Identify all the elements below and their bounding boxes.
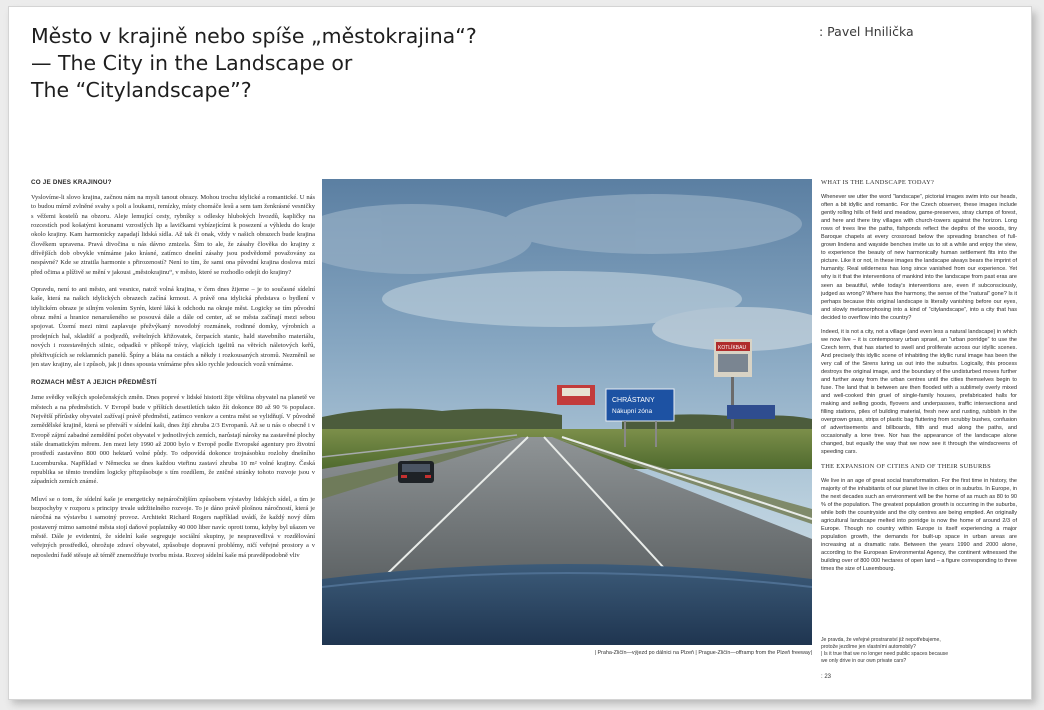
- photo-caption: | Praha-Zličín—výjezd po dálnici na Plzeň | Prague-Zličín—offramp from the Plzeň freeway|: [594, 650, 812, 656]
- magazine-page: [8, 6, 1032, 700]
- paragraph: Jsme svědky velkých společenských změn. Dnes poprvé v lidské historii žije většina obyvatel na planetě ve městech a na předměstích. V Evropě bude v příštích desetiletích takto žít dokonce 80 až 90 % populace. Největší přírůstky obyvatel zažívají právě předměstí, zatímco venkov a centra měst se vylidňují. V původně zemědělské krajině, která se přetváří v sídelní kaši, dnes žijí zhruba 2/3 Evropanů. Až se u nás o obecně i v Evropě zájmí zabadné zemědění počet obyvatel v jednotlivých zemích, narůstají nároky na zastavěné plochy stále dramatickým měrem. Jen mezi lety 1990 až 2000 bylo v Evropě podle Evropské agentury pro životní prostředí zastavěno 800 000 hektarů volné půdy. To odpovídá dokonce trojnásobku rozlohy dnešního Lucemburska. Například v Německu se dnes každou vteřinu zastaví zhruba 10 m² volné krajiny. Česká republika se těmto trendům logicky přizpůsobuje s tím rozdílem, že zničné stránky tohoto rozvoje jsou v západních zemích známé.: [31, 394, 315, 486]
- title-line-3: The “Citylandscape”?: [31, 78, 252, 102]
- side-caption-line: we only drive in our own private cars?: [821, 658, 907, 664]
- article-title: [31, 23, 591, 104]
- sign-line-2: Nákupní zóna: [612, 408, 653, 415]
- page-number: : 23: [821, 674, 832, 680]
- sign-line-1: CHRÁSTANY: [612, 397, 655, 404]
- side-caption-line: Je pravda, že veřejné prostranství již nepotřebujeme,: [821, 637, 941, 643]
- paragraph: Opravdu, není to ani město, ani vesnice, natož volná krajina, v čem dnes žijeme – je to současné sídelní kaše, která na našich idylických obrazech začíná krmout. A právě ona idylická představa o bydlení v idylickém obraze je silným volením Syrén, které láká k odchodu na okraje měst. Logicky se tím původní obraz mění a hranice nenarušeného se posouvá dále a dále od center, až se města začínají mezi sebou spojovat. Území mezi nimi zaplavuje přežvýkaný novodobý rozmánek, rodinné domky, výrobních a prodejních hal, skladišť a podjezdů, světelných křižovatek, čerpacích stanic, hald stavebního materiálu, nových i rozestavěných silnic, odpadků v příkopě trávy, vlajících igelitů na větvích náletových keřů, překřivujících se reklamních panelů. Špíny a bláta na cestách a někdy i rozkousaných stromů. Nezměníl se jen stav krajiny, ale i způsob, jak ji dnes spousta vnímáme přes sklo rychle jedoucích vozů vnímáme.: [31, 286, 315, 368]
- billboard-text: KOTLÍKBAU: [718, 345, 747, 351]
- paragraph: Vyslovíme-li slovo krajina, začnou nám na mysli tanout obrazy. Mohou trochu idylické a romantické. U nás to budou mírně zvlněné svahy s poli a loukami, remízky, místy chomáče lesů a sem tam ženkrásné vesničky s věžemi kostelů na obzoru. Aleje lemující cesty, rybníky s odlesky hlubokých hvozdů, kapličky na rozcestích pod košatými korunami vzrostlých lip a lavičkami vybízejícími k posezení a výhledu do kraje okolo krajiny. Kam harmonicky zapadají lidská sídla. Až tak či onak, vždy v našich obrazech bude krajina člověkem upravena. Pravá divočina u nás dávno zmizela. Šim to ale, že zásahy člověka do krajiny z dřívějších dob obvykle vnímáme jako krásné, zatímco dnešní zásahy jsou podvědomě považovány za nespávné? Kde se ztratila harmonie s přirozeností? Není to tím, že sami ona původní krajina doslova mizí před očima a plíživě se mění v jakousi „městokrajinu“, v město, které se rozhodlo odejít do krajiny?: [31, 194, 315, 276]
- paragraph: Whenever we utter the word “landscape”, pictorial images swim into our heads, often a bit idyllic and romantic. For the Czech observer, these images include gently rolling hills of field and meadow, game-preserves, stray clumps of forest, and here and there tiny villages with church-towers against the horizon. Long rows of trees line the paths, fishponds reflect the depths of the woods, tiny Baroque chapels at every crossroad below the spreading branches of full-grown lindens and wayside benches invite us to sit a while and enjoy the view, to experience the beauty of new harmonically human settlement fits into the picture. Like it or not, in these images the landscape always bears the imprint of humanity. Real wilderness has long since vanished from our experience. Yet why is it that the interventions of mankind into the landscape from past eras are seen as beautiful, while today's interventions are, even if subconsciously, judged as wrong? Where has the harmony, the sense of the “natural” gone? Is it perhaps because this original landscape is literally vanishing before our eyes, and slowly metamorphosing into a kind of “citylandscape”, into a city that has decided to overflow into the country?: [821, 194, 1017, 321]
- czech-text-column: [31, 179, 315, 649]
- author-name: : Pavel Hnilička: [819, 24, 914, 39]
- english-text-column: [821, 179, 1017, 657]
- paragraph: Indeed, it is not a city, not a village (and even less a natural landscape) in which we now live – it is contemporary urban sprawl, an “urban porridge” to use the Czech term, that has started to swell and proliferate across our idyllic scenes. And precisely this idyllic scene of inhabiting the idyllic rural image has been the very call of the Sirens luring us out into the suburbs. Logically, this process destroys the original image, and the boundary of the undisturbed moves further and further away from the urban centres until the cities themselves begin to fuse. The land that is between are then flooded with a sublimely overly mixed and well-cooked thin gruel of single-family houses, prefabricated halls for making and selling goods, flyovers and underpasses, traffic intersections and filling stations, piles of building material, fresh new and rusting, rubbish in the overgrown grass, strips of plastic bag fluttering from scrubby bushes, confusion of advertisements and billboards, filth and mud along the paths, and occasionally a lone tree. Nor has the appearance of the landscape alone changed, but equally the way that we now see it through the windscreens of speeding cars.: [821, 328, 1017, 456]
- section-heading: WHAT IS THE LANDSCAPE TODAY?: [821, 179, 935, 186]
- highway-photo: [322, 179, 812, 645]
- paragraph: Mluví se o tom, že sídelní kaše je energeticky nejnáročnějším způsobem výstavby lidských sídel, a tím je bezpochyby v rozporu s principy trvale udržitelného rozvoje. To je dáno právě plošnou náročností, která je náročná na výstavbu i samotný provoz. Architekt Richard Rogers například uvádí, že každý nový dům postavený mimo samotné města stojí daňové poplatníky 40 000 liber navíc oproti tomu, kdyby byl ušazen ve městě. Dále je evidentní, že sídelní kaše segreguje sociální skupiny, je nespravedlivá v rozdělování veřejných prostředků, ohrožuje zdraví obyvatel, způsobuje dopravní problémy, ničí veřejné prostory a v neposlední řadě stěsuje až téměř znemožňuje tvorbu místa. Rozvoj sídelní kaše má pravděpodobně vliv: [31, 495, 315, 559]
- car-ahead: [398, 461, 434, 483]
- section-heading: CO JE DNES KRAJINOU?: [31, 179, 112, 186]
- section-heading: ROZMACH MĚST A JEJICH PŘEDMĚSTÍ: [31, 379, 157, 387]
- section-heading: THE EXPANSION OF CITIES AND OF THEIR SUBURBS: [821, 462, 991, 470]
- side-caption-line: | Is it true that we no longer need public spaces because: [821, 651, 949, 657]
- title-line-1: Město v krajině nebo spíše „městokrajina“?: [31, 24, 477, 48]
- side-caption-line: protože jezdíme jen vlastními automobily?: [821, 644, 916, 650]
- paragraph: We live in an age of great social transformation. For the first time in history, the majority of the inhabitants of our planet live in cities or in suburbs. In Europe, in the next decades such an environment will be the home of as much as 80 to 90 % of the population. The greatest population growth is occurring in the suburbs, while both the countryside and the city centres are being emptied. An originally agricultural landscape melted into porridge is now the home of around 2/3 of Europe. Though no country within Europe is itself experiencing a major population growth, the demands for built-up space in urban areas are increasing at a dramatic rate. Between the years 1990 and 2000 alone, according to the European Environmental Agency, the continent witnessed the building over of 800 000 hectares of open land – a figure corresponding to three times the size of Luxembourg.: [821, 477, 1017, 573]
- title-line-2: — The City in the Landscape or: [31, 51, 353, 75]
- side-caption: [821, 637, 1017, 665]
